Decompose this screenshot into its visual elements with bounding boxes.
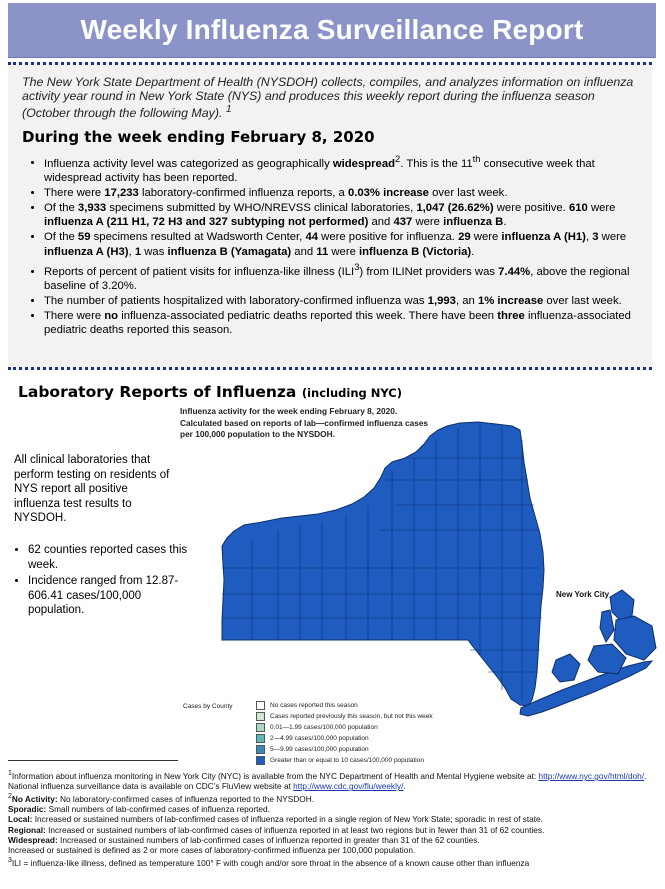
list-item: • Influenza activity level was categorized as geographically widespread$^2$. This is the 11th consecutive week that widespread activity has been reported. bbox=[44, 152, 640, 185]
long-island-shape bbox=[520, 661, 652, 716]
legend-row: 2—4.99 cases/100,000 population bbox=[256, 733, 456, 744]
list-item: • Of the 59 specimens resulted at Wadsworth Center, 44 were positive for influenza. 29 were influenza A (H1), 3 were influenza A (H3), 1 was influenza B (Yamagata) and 11 were influenza B (Victoria). bbox=[44, 230, 640, 258]
nyc-inset-label: New York City bbox=[556, 590, 610, 599]
ny-state-shape bbox=[222, 422, 544, 706]
list-item: • The number of patients hospitalized with laboratory-confirmed influenza was 1,993, an 1% increase over last week. bbox=[44, 294, 640, 308]
list-item: • There were 17,233 laboratory-confirmed influenza reports, a 0.03% increase over last week. bbox=[44, 186, 640, 200]
lab-section-title: Laboratory Reports of Influenza (including NYC) bbox=[18, 383, 402, 401]
legend-swatch bbox=[256, 745, 265, 754]
legend-row: 5—9.99 cases/100,000 population bbox=[256, 744, 456, 755]
footnote-3: $^3$ILI = influenza-like illness, defined as temperature 100° F with cough and/or sore throat in the absence of a known cause other than influenza bbox=[8, 856, 530, 868]
map-caption: Influenza activity for the week ending February 8, 2020. Calculated based on reports of lab—confirmed influenza cases per 100,000 population to the NYSDOH. bbox=[180, 406, 429, 439]
legend-swatch bbox=[256, 712, 265, 721]
list-item: • Reports of percent of patient visits for influenza-like illness (ILI$^3$) from ILINet providers was 7.44%, above the regional baseline of 3.20%. bbox=[44, 260, 640, 293]
legend-swatch bbox=[256, 701, 265, 710]
legend-swatch bbox=[256, 723, 265, 732]
cdc-fluview-link[interactable]: http://www.cdc.gov/flu/weekly/ bbox=[293, 781, 404, 792]
list-item: • Incidence ranged from 12.87-606.41 cases/100,000 population. bbox=[28, 574, 188, 618]
list-item: • There were no influenza-associated pediatric deaths reported this week. There have been three influenza-associated pediatric deaths reported this season. bbox=[44, 309, 640, 337]
week-heading: During the week ending February 8, 2020 bbox=[22, 127, 375, 146]
nyc-doh-link[interactable]: http://www.nyc.gov/html/doh/ bbox=[538, 770, 645, 781]
legend-swatch bbox=[256, 734, 265, 743]
lab-description: All clinical laboratories that perform testing on residents of NYS report all positive influenza test results to NYSDOH. bbox=[14, 454, 170, 524]
footnote-local: Local: Increased or sustained numbers of lab-confirmed cases of influenza reported in a single region of New York State; sporadic in rest of state. bbox=[8, 814, 543, 825]
legend-row: Greater than or equal to 10 cases/100,000 population bbox=[256, 755, 456, 766]
footnote-sporadic: Sporadic: Small numbers of lab-confirmed cases of influenza reported. bbox=[8, 803, 270, 814]
nyc-staten-island-shape bbox=[552, 654, 580, 682]
report-title: Weekly Influenza Surveillance Report bbox=[80, 14, 584, 45]
intro-paragraph: The New York State Department of Health (NYSDOH) collects, compiles, and analyzes information on influenza activity year round in New York State (NYS) and produces this weekly report during the influenza season (October through the following May). $^1$ bbox=[22, 75, 634, 121]
footnote-regional: Regional: Increased or sustained numbers of lab-confirmed cases of influenza reported in at least two regions but in fewer than 31 of 62 counties. bbox=[8, 824, 545, 835]
list-item: • 62 counties reported cases this week. bbox=[28, 543, 188, 572]
footnote-2: $^2$No Activity: No laboratory-confirmed cases of influenza reported to the NYSDOH. bbox=[8, 792, 315, 804]
nyc-brooklyn-shape bbox=[588, 644, 626, 674]
footnotes bbox=[8, 760, 658, 868]
legend-row: Cases reported previously this season, but not this week bbox=[256, 711, 456, 722]
nyc-bronx-shape bbox=[610, 590, 634, 620]
legend-row: No cases reported this season bbox=[256, 700, 456, 711]
footnote-1: $^1$Information about influenza monitoring in New York City (NYC) is available from the NYC Department of Health and Mental Hygiene website at: http://www.nyc.gov/html/doh/. National influenza surveillance data is available on CDC’s FluView website at http://www.cdc.gov/flu/weekly/. bbox=[8, 770, 647, 792]
footnote-divider bbox=[8, 760, 178, 761]
legend-row: 0.01—1.99 cases/100,000 population bbox=[256, 722, 456, 733]
footnote-definition: Increased or sustained is defined as 2 or more cases of laboratory-confirmed influenza per 100,000 population. bbox=[8, 845, 416, 856]
nyc-manhattan-shape bbox=[600, 610, 614, 642]
list-item: • Of the 3,933 specimens submitted by WHO/NREVSS clinical laboratories, 1,047 (26.62%) were positive. 610 were influenza A (211 H1, 72 H3 and 327 subtyping not performed) and 437 were influenza B. bbox=[44, 201, 640, 229]
legend-title: Cases by County bbox=[183, 703, 233, 710]
footnote-widespread: Widespread: Increased or sustained numbers of lab-confirmed cases of influenza reported in greater than 31 of the 62 counties. bbox=[8, 834, 480, 845]
